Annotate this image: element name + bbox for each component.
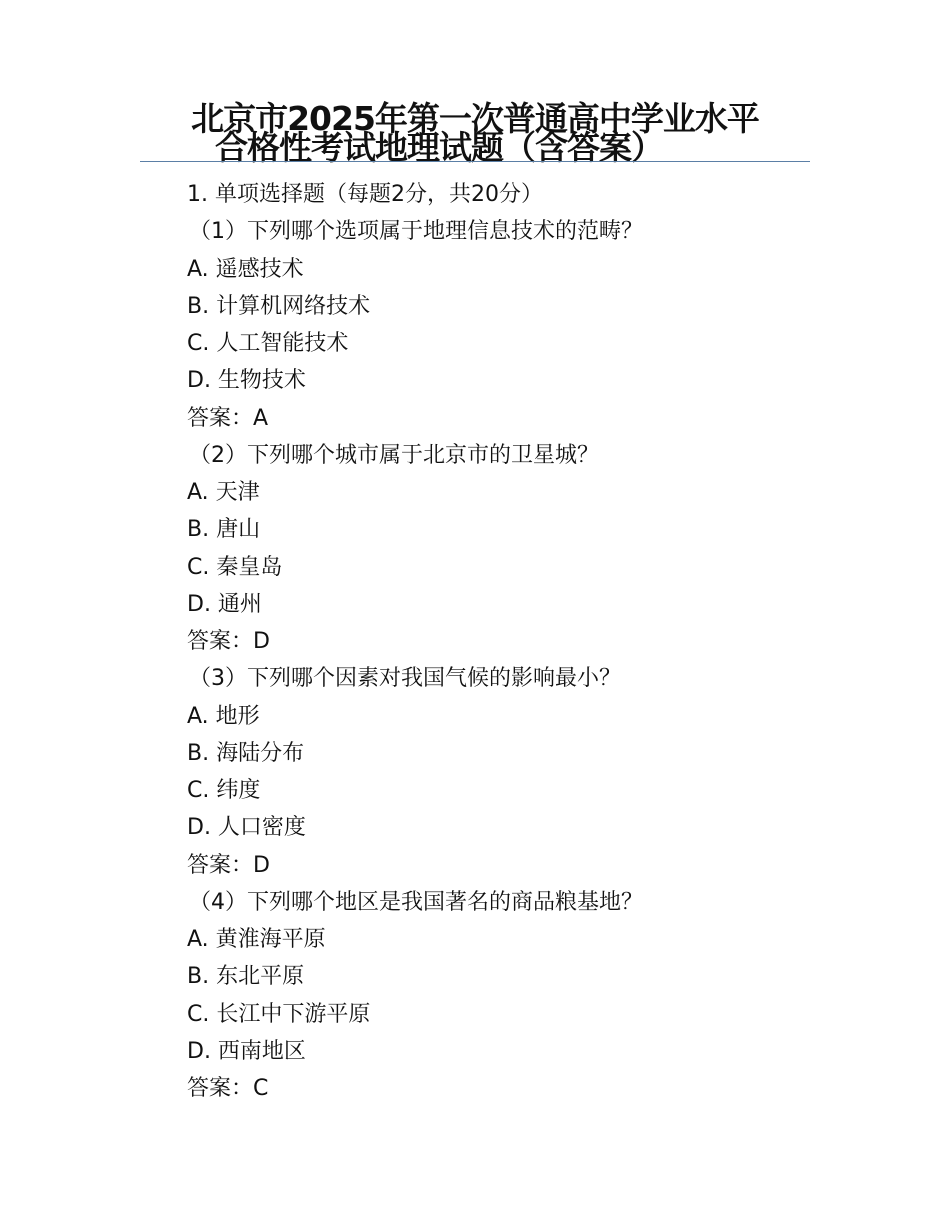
question-stem: （2）下列哪个城市属于北京市的卫星城？ — [189, 442, 599, 468]
option-c: C. 秦皇岛 — [187, 554, 283, 580]
option-b: B. 计算机网络技术 — [187, 293, 371, 319]
option-d: D. 人口密度 — [187, 815, 306, 841]
answer-line: 答案：A — [187, 405, 269, 431]
option-c: C. 长江中下游平原 — [187, 1001, 371, 1027]
document-title — [140, 99, 810, 167]
question-block — [187, 884, 827, 1108]
title-underline — [140, 161, 810, 162]
option-c: C. 纬度 — [187, 778, 261, 803]
question-block — [187, 213, 827, 437]
title-line-1: 北京市2025年第一次普通高中学业水平 — [191, 99, 759, 138]
answer-line: 答案：D — [187, 852, 270, 878]
option-a: A. 黄淮海平原 — [187, 927, 326, 952]
document-body — [187, 176, 827, 1107]
question-stem: （4）下列哪个地区是我国著名的商品粮基地？ — [189, 889, 643, 915]
option-c: C. 人工智能技术 — [187, 331, 349, 356]
option-b: B. 东北平原 — [187, 964, 305, 990]
option-b: B. 唐山 — [187, 517, 261, 543]
title-line-2: 合格性考试地理试题（含答案） — [215, 128, 663, 167]
option-d: D. 通州 — [187, 591, 262, 617]
option-b: B. 海陆分布 — [187, 740, 305, 766]
question-block — [187, 660, 827, 884]
section-heading: 1. 单项选择题（每题2分，共20分） — [187, 182, 543, 207]
question-stem: （3）下列哪个因素对我国气候的影响最小？ — [189, 666, 621, 692]
option-a: A. 天津 — [187, 480, 260, 505]
option-a: A. 遥感技术 — [187, 256, 304, 282]
option-a: A. 地形 — [187, 703, 260, 729]
answer-line: 答案：D — [187, 629, 270, 654]
answer-line: 答案：C — [187, 1076, 269, 1101]
option-d: D. 生物技术 — [187, 368, 306, 394]
option-d: D. 西南地区 — [187, 1038, 306, 1064]
question-stem: （1）下列哪个选项属于地理信息技术的范畴？ — [189, 219, 643, 245]
question-block — [187, 437, 827, 661]
